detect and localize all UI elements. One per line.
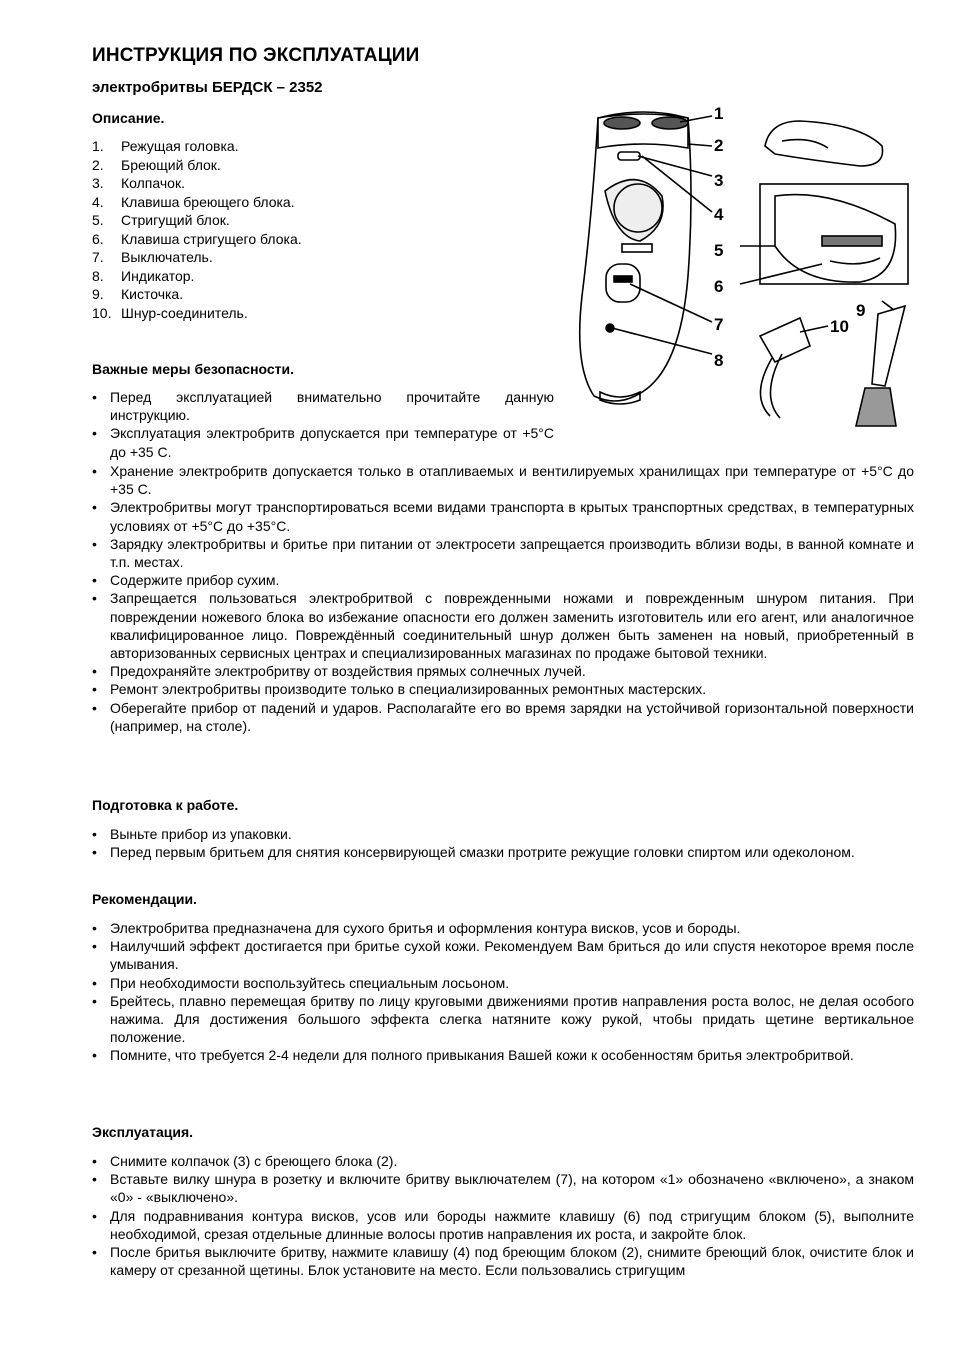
shaver-body: [580, 114, 691, 401]
parts-list-item: 9. Кисточка.: [92, 286, 184, 302]
prep-item: • Перед первым бритьем для снятия консервирующей смазки протрите режущие головки спиртом или одеколоном.: [92, 843, 914, 861]
label-8: 8: [714, 351, 724, 370]
shaver-base: [600, 392, 640, 404]
usage-item: • Вставьте вилку шнура в розетку и включите бритву выключателем (7), на котором «1» обозначено «включено», а знаком «0» - «выключено».: [92, 1170, 914, 1206]
shaver-diagram: [560, 96, 930, 436]
shaving-block-button: [618, 152, 640, 160]
label-2: 2: [714, 136, 724, 155]
safety-item: • Содержите прибор сухим.: [92, 571, 914, 589]
trimmer-button: [622, 244, 652, 252]
safety-item: • Запрещается пользоваться электробритвой с поврежденными ножами и поврежденным шнуром питания. При повреждении ножевого блока во избежание опасности его должен заменить изготовитель или его агент, или аналогичное квалифицированное лицо. Повреждённый соединительный шнур должен быть заменен на новый, приобретенный в авторизованных сервисных центрах и специализированных магазинах по продаже бытовой техники.: [92, 589, 914, 662]
label-5: 5: [714, 241, 724, 260]
safety-item: • Перед эксплуатацией внимательно прочитайте данную инструкцию.: [92, 388, 554, 424]
parts-list-item: 5. Стригущий блок.: [92, 212, 230, 228]
parts-list-item: 4. Клавиша бреющего блока.: [92, 193, 295, 210]
cutting-head-left: [604, 117, 640, 129]
recs-item: • Наилучший эффект достигается при бритье сухой кожи. Рекомендуем Вам бриться до или спустя некоторое время после умывания.: [92, 937, 914, 973]
cutting-head-right: [652, 117, 688, 129]
brush-handle: [872, 306, 905, 386]
document-subtitle: электробритвы БЕРДСК – 2352: [92, 79, 323, 96]
parts-list-item: 1. Режущая головка.: [92, 138, 239, 154]
safety-list: [92, 462, 914, 735]
recs-item: • Электробритва предназначена для сухого бритья и оформления контура висков, усов и бороды.: [92, 919, 914, 937]
parts-list-item: 3. Колпачок.: [92, 175, 185, 191]
recs-item: • При необходимости воспользуйтесь специальным лосьоном.: [92, 974, 914, 992]
label-7: 7: [714, 315, 724, 334]
recs-item: • Помните, что требуется 2-4 недели для полного привыкания Вашей кожи к особенностям бритья электробритвой.: [92, 1046, 914, 1064]
usage-item: • Для подравнивания контура висков, усов или бороды нажмите клавишу (6) под стригущим блоком (5), выполните необходимой, срезая отдельные длинные волосы против направления их роста, и закройте блок.: [92, 1207, 914, 1243]
safety-heading: Важные меры безопасности.: [92, 361, 295, 377]
cord-plug: [760, 318, 810, 362]
recs-list: [92, 919, 914, 1065]
usage-item: • Снимите колпачок (3) с бреющего блока (2).: [92, 1152, 914, 1170]
parts-list-item: 7. Выключатель.: [92, 249, 213, 265]
recs-heading: Рекомендации.: [92, 891, 197, 907]
label-1: 1: [714, 104, 724, 123]
power-switch: [606, 264, 640, 302]
document-title: ИНСТРУКЦИЯ ПО ЭКСПЛУАТАЦИИ: [92, 45, 420, 66]
safety-item: • Зарядку электробритвы и бритье при питании от электросети запрещается производить вблизи воды, в ванной комнате и т.п. местах.: [92, 535, 914, 571]
safety-item: • Электробритвы могут транспортироваться всеми видами транспорта в крытых транспортных средствах, в температурных условиях от +5°С до +35°С.: [92, 498, 914, 534]
trimmer-blade: [822, 236, 882, 246]
brush-bristles: [856, 388, 896, 426]
label-6: 6: [714, 277, 724, 296]
prep-heading: Подготовка к работе.: [92, 797, 239, 813]
prep-list: [92, 825, 914, 861]
description-heading: Описание.: [92, 110, 165, 126]
power-switch-mark: [614, 276, 632, 282]
usage-list: [92, 1152, 914, 1279]
cap-drawing: [765, 121, 883, 166]
safety-item: • Хранение электробритв допускается только в отапливаемых и вентилируемых хранилищах при температуре от +5°С до +35 С.: [92, 462, 914, 498]
safety-list-narrow: [92, 388, 554, 461]
parts-list-item: 2. Бреющий блок.: [92, 156, 221, 173]
usage-heading: Эксплуатация.: [92, 1124, 194, 1140]
label-10: 10: [830, 317, 849, 336]
label-3: 3: [714, 171, 724, 190]
label-4: 4: [714, 205, 724, 224]
label-9: 9: [856, 301, 866, 320]
safety-item: • Ремонт электробритвы производите только в специализированных ремонтных мастерских.: [92, 680, 914, 698]
safety-item: • Оберегайте прибор от падений и ударов. Располагайте его во время зарядки на устойчивой горизонтальной поверхности (например, на столе).: [92, 699, 914, 735]
usage-item: • После бритья выключите бритву, нажмите клавишу (4) под бреющим блоком (2), снимите бреющий блок, очистите блок и камеру от срезанной щетины. Блок установите на место. Если пользовались стригущим: [92, 1243, 914, 1279]
parts-list-item: 6. Клавиша стригущего блока.: [92, 230, 302, 247]
prep-item: • Выньте прибор из упаковки.: [92, 825, 914, 843]
parts-list-item: 10. Шнур-соединитель.: [92, 304, 248, 321]
parts-list-item: 8. Индикатор.: [92, 267, 195, 284]
recs-item: • Брейтесь, плавно перемещая бритву по лицу круговыми движениями против направления роста волос, не делая особого нажима. Для достижения большого эффекта слегка натяните кожу рукой, чтобы придать щетине вертикальное положение.: [92, 992, 914, 1047]
safety-item: • Эксплуатация электробритв допускается при температуре от +5°С до +35 С.: [92, 424, 554, 460]
safety-item: • Предохраняйте электробритву от воздействия прямых солнечных лучей.: [92, 662, 914, 680]
parts-list: [92, 137, 302, 322]
